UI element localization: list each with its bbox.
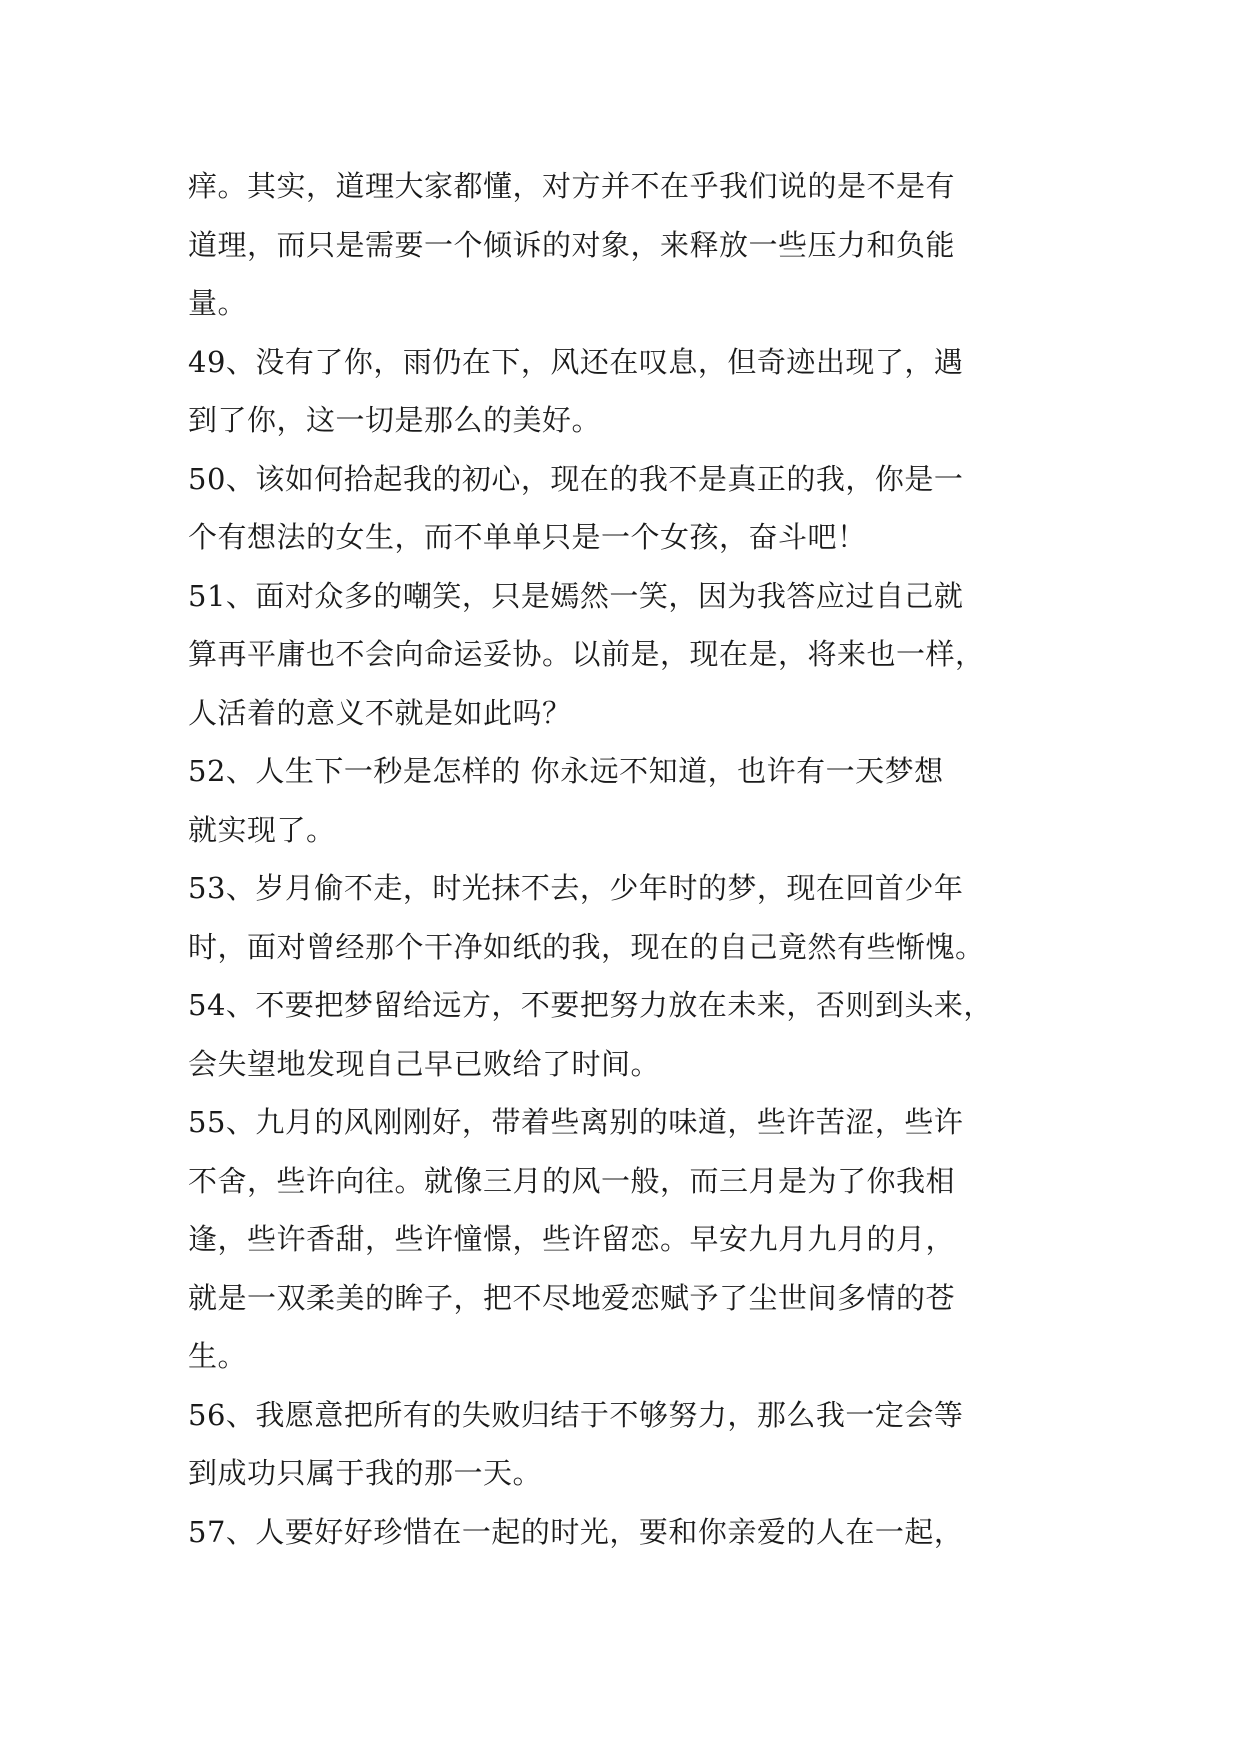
- text-line: 56、我愿意把所有的失败归结于不够努力，那么我一定会等: [188, 1397, 964, 1432]
- text-line: 55、九月的风刚刚好，带着些离别的味道，些许苦涩，些许: [188, 1105, 964, 1139]
- text-line: 52、人生下一秒是怎样的 你永远不知道，也许有一天梦想: [188, 754, 944, 788]
- text-line: 到成功只属于我的那一天。: [188, 1456, 543, 1490]
- text-line: 生。: [188, 1339, 248, 1373]
- text-line: 就实现了。: [188, 812, 336, 847]
- text-line: 49、没有了你，雨仍在下，风还在叹息，但奇迹出现了，遇: [188, 344, 964, 379]
- body-text: [188, 157, 1068, 1561]
- text-line: 会失望地发现自己早已败给了时间。: [188, 1046, 661, 1081]
- text-line: 痒。其实，道理大家都懂，对方并不在乎我们说的是不是有: [188, 169, 956, 203]
- text-line: 就是一双柔美的眸子，把不尽地爱恋赋予了尘世间多情的苍: [188, 1280, 956, 1315]
- text-line: 逢，些许香甜，些许憧憬，些许留恋。早安九月九月的月，: [188, 1222, 956, 1256]
- text-line: 到了你，这一切是那么的美好。: [188, 403, 602, 437]
- text-line: 57、人要好好珍惜在一起的时光，要和你亲爱的人在一起，: [188, 1514, 964, 1549]
- text-line: 量。: [188, 286, 248, 320]
- text-line: 个有想法的女生，而不单单只是一个女孩，奋斗吧！: [188, 520, 867, 554]
- text-line: 不舍，些许向往。就像三月的风一般，而三月是为了你我相: [188, 1163, 956, 1198]
- text-line: 算再平庸也不会向命运妥协。以前是，现在是，将来也一样，: [188, 637, 985, 671]
- text-line: 人活着的意义不就是如此吗？: [188, 695, 572, 730]
- text-line: 道理，而只是需要一个倾诉的对象，来释放一些压力和负能: [188, 227, 956, 262]
- text-line: 50、该如何拾起我的初心，现在的我不是真正的我，你是一: [188, 461, 964, 496]
- text-line: 时，面对曾经那个干净如纸的我，现在的自己竟然有些惭愧。: [188, 929, 985, 964]
- text-line: 54、不要把梦留给远方，不要把努力放在未来，否则到头来，: [188, 988, 993, 1022]
- text-line: 51、面对众多的嘲笑，只是嫣然一笑，因为我答应过自己就: [188, 578, 964, 613]
- text-line: 53、岁月偷不走，时光抹不去，少年时的梦，现在回首少年: [188, 871, 964, 905]
